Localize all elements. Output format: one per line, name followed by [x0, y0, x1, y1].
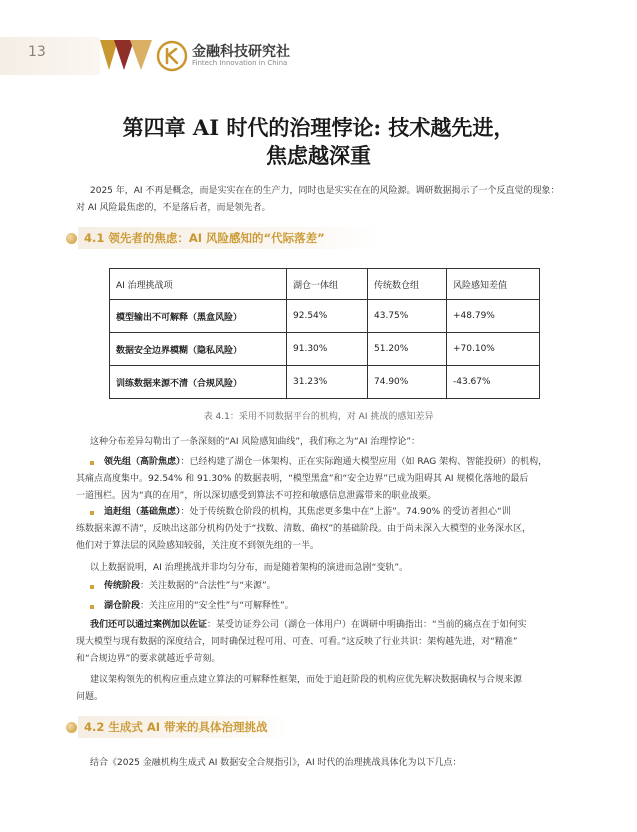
table-cell: 51.20%: [368, 333, 447, 366]
bullet-lakehouse: [104, 598, 294, 615]
bullet-square-icon: [90, 605, 94, 609]
table-header-cell: AI 治理挑战项: [110, 269, 287, 300]
suggestion-line-2: 问题。: [76, 692, 104, 702]
bullet-text: ：处于传统数仓阶段的机构，其焦虑更多集中在“上游”。74.90% 的受访者担心“训: [180, 507, 511, 517]
brand-name: 金融科技研究社: [192, 44, 290, 60]
bullet-lead-line-3: 一道围栏。因为“真的在用”，所以深切感受到算法不可控和敏感信息泄露带来的职业战栗。: [76, 491, 437, 501]
section-4-1-title: 4.1 领先者的焦虑：AI 风险感知的“代际落差”: [84, 231, 325, 245]
table-header-row: [110, 269, 540, 300]
table-cell: -43.67%: [447, 366, 540, 399]
table-row: [110, 366, 540, 399]
table-cell: 模型输出不可解释（黑盒风险）: [110, 300, 287, 333]
bullet-label: 领先组（高阶焦虑）: [104, 457, 181, 467]
table-row: [110, 333, 540, 366]
bullet-text: ：已经构建了湖仓一体架构、正在实际跑通大模型应用（如 RAG 架构、智能投研）的机构，: [180, 457, 548, 467]
closing-paragraph: 结合《2025 金融机构生成式 AI 数据安全合规指引》，AI 时代的治理挑战具体化为以下几点：: [90, 758, 462, 768]
table-cell: +70.10%: [447, 333, 540, 366]
intro-line-2: 对 AI 风险最焦虑的，不是落后者，而是领先者。: [76, 203, 271, 213]
case-label: 我们还可以通过案例加以佐证: [90, 620, 208, 630]
bullet-lead-line-2: 其痛点高度集中。92.54% 和 91.30% 的数据表明，“模型黑盒”和“安全边界”已成为阻碍其 AI 规模化落地的最后: [76, 474, 529, 484]
bullet-square-icon: [90, 585, 94, 589]
table-cell: 数据安全边界模糊（隐私风险）: [110, 333, 287, 366]
table-cell: 74.90%: [368, 366, 447, 399]
section-bullet-icon: [66, 233, 77, 244]
table-cell: 训练数据来源不清（合规风险）: [110, 366, 287, 399]
table-cell: 31.23%: [287, 366, 368, 399]
table-header-cell: 湖仓一体组: [287, 269, 368, 300]
bullet-traditional: [104, 578, 276, 595]
bullet-chase-line-3: 他们对于算法层的风险感知较弱，关注度不到领先组的一半。: [76, 541, 320, 551]
bullet-text: ：关注应用的“安全性”与“可解释性”。: [140, 601, 294, 611]
triangle-decoration-icon: [100, 40, 152, 70]
bullet-square-icon: [90, 511, 94, 515]
suggestion-line-1: 建议架构领先的机构应重点建立算法的可解释性框架，而处于追赶阶段的机构应优先解决数据确权与合规来源: [90, 675, 523, 685]
table-caption: 表 4.1：采用不同数据平台的机构，对 AI 挑战的感知差异: [203, 412, 434, 422]
table-cell: 91.30%: [287, 333, 368, 366]
bullet-label: 传统阶段: [104, 581, 141, 591]
risk-perception-table: [109, 268, 540, 399]
case-line-2: 现大模型与现有数据的深度结合，同时确保过程可用、可查、可看。”这反映了行业共识：架构越先进，对“精准”: [76, 637, 518, 647]
header-band: [0, 37, 100, 75]
case-line-3: 和“合规边界”的要求就越近乎苛刻。: [76, 654, 221, 664]
table-header-cell: 传统数仓组: [368, 269, 447, 300]
table-row: [110, 300, 540, 333]
bullet-square-icon: [90, 461, 94, 465]
bullet-lead: [104, 454, 547, 471]
page-header: [0, 0, 637, 90]
section-bullet-icon: [66, 722, 77, 733]
body-paragraph: 以上数据说明，AI 治理挑战并非均匀分布，而是随着架构的演进而急剧“变轨”。: [90, 563, 408, 573]
brand-logo-icon: [156, 40, 188, 72]
table-cell: +48.79%: [447, 300, 540, 333]
section-4-2-title: 4.2 生成式 AI 带来的具体治理挑战: [84, 720, 268, 734]
table-cell: 43.75%: [368, 300, 447, 333]
table-cell: 92.54%: [287, 300, 368, 333]
chapter-title-line-1: 第四章 AI 时代的治理悖论: 技术越先进，: [122, 115, 515, 140]
page-number: 13: [28, 44, 46, 60]
table-header-cell: 风险感知差值: [447, 269, 540, 300]
body-paragraph: 这种分布差异勾勒出了一条深刻的“AI 风险感知曲线”，我们称之为“AI 治理悖论”：: [90, 437, 420, 447]
chapter-title-line-2: 焦虑越深重: [266, 143, 371, 168]
bullet-chase-line-2: 练数据来源不清”，反映出这部分机构仍处于“找数、清数、确权”的基础阶段。由于尚未深入大模型的业务深水区，: [76, 524, 531, 534]
bullet-label: 湖仓阶段: [104, 601, 141, 611]
case-paragraph: [90, 617, 527, 634]
bullet-text: ：关注数据的“合法性”与“来源”。: [140, 581, 276, 591]
bullet-chase: [104, 504, 511, 521]
bullet-label: 追赶组（基础焦虑）: [104, 507, 181, 517]
brand-subtitle: Fintech Innovation in China: [192, 59, 288, 67]
case-text: ：某受访证券公司（湖仓一体用户）在调研中明确指出：“当前的痛点在于如何实: [207, 620, 527, 630]
intro-line-1: 2025 年，AI 不再是概念，而是实实在在的生产力，同时也是实实在在的风险源。调研数据揭示了一个反直觉的现象：: [90, 186, 560, 196]
